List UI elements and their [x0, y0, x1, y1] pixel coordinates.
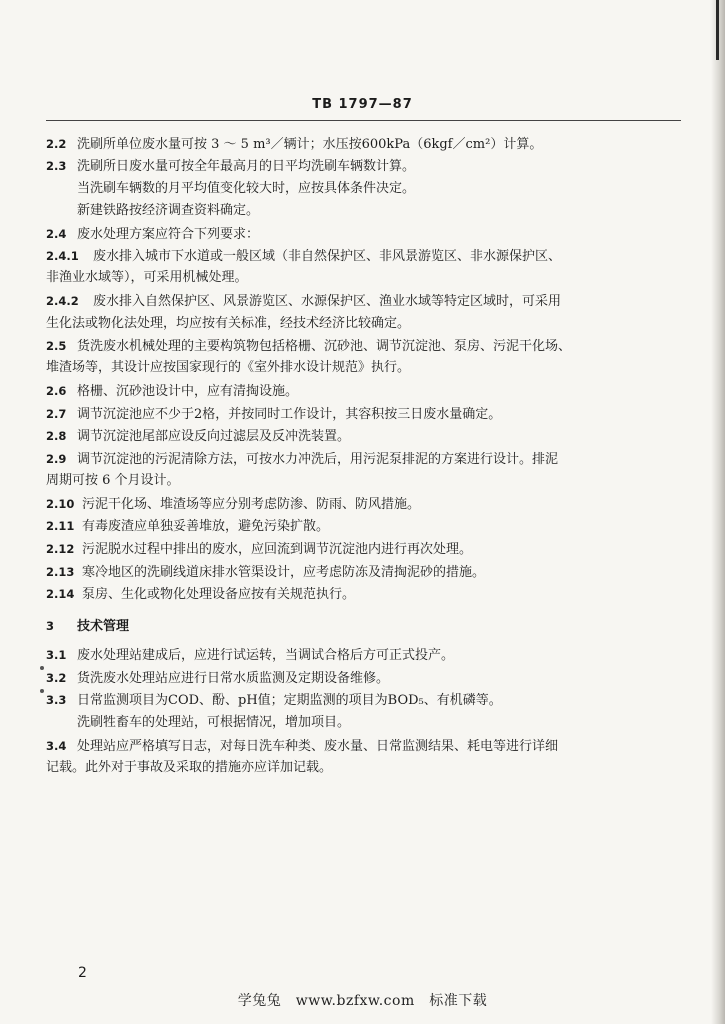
clause-line [46, 586, 686, 603]
clause-number: 2.9 [46, 452, 67, 466]
clause-number: 3.4 [46, 739, 67, 753]
clause-text: 寒冷地区的洗刷线道床排水管渠设计，应考虑防冻及清掏泥砂的措施。 [82, 565, 486, 580]
header-rule [46, 120, 681, 121]
clause-line [46, 158, 686, 175]
scan-edge-shadow [711, 0, 725, 1024]
clause-line [46, 738, 686, 755]
clause-text: 洗刷牲畜车的处理站，可根据情况，增加项目。 [77, 715, 351, 730]
clause-text: 生化法或物化法处理，均应按有关标准，经技术经济比较确定。 [46, 316, 411, 331]
clause-line [46, 428, 686, 445]
continuation-line [46, 473, 686, 489]
page-header: TB 1797—87 [312, 97, 413, 112]
clause-text: 泵房、生化或物化处理设备应按有关规范执行。 [82, 587, 356, 602]
clause-number: 2.8 [46, 429, 67, 443]
clause-number: 2.5 [46, 339, 67, 353]
clause-line [46, 564, 686, 581]
scan-edge-mark [716, 0, 719, 60]
clause-number: 3.3 [46, 693, 67, 707]
clause-text: 污泥脱水过程中排出的废水，应回流到调节沉淀池内进行再次处理。 [82, 542, 473, 557]
clause-number: 2.7 [46, 407, 67, 421]
clause-number: 2.2 [46, 137, 67, 151]
clause-number: 2.6 [46, 384, 67, 398]
clause-text: 调节沉淀池的污泥清除方法，可按水力冲洗后，用污泥泵排泥的方案进行设计。排泥 [77, 452, 559, 467]
section-title: 技术管理 [77, 619, 130, 634]
clause-text: 货洗废水处理站应进行日常水质监测及定期设备维修。 [77, 671, 390, 686]
clause-text: 废水处理方案应符合下列要求： [77, 227, 260, 242]
clause-line [46, 518, 686, 535]
continuation-line [46, 360, 686, 376]
clause-text: 新建铁路按经济调查资料确定。 [77, 203, 260, 218]
clause-number: 2.13 [46, 565, 75, 579]
clause-number: 2.14 [46, 587, 75, 601]
clause-line [46, 692, 686, 709]
footer-watermark: 学兔兔 www.bzfxw.com 标准下载 [237, 993, 488, 1009]
continuation-line [46, 760, 686, 776]
continuation-line [46, 316, 686, 332]
clause-text: 处理站应严格填写日志，对每日洗车种类、废水量、日常监测结果、耗电等进行详细 [77, 739, 559, 754]
clause-line [46, 136, 686, 153]
clause-number: 3.2 [46, 671, 67, 685]
clause-text: 废水处理站建成后，应进行试运转，当调试合格后方可正式投产。 [77, 648, 455, 663]
clause-text: 洗刷所单位废水量可按 3 ～ 5 m³／辆计；水压按600kPa（6kgf／cm²）计算。 [77, 137, 543, 152]
clause-text: 堆渣场等，其设计应按国家现行的《室外排水设计规范》执行。 [46, 360, 411, 375]
clause-text: 格栅、沉砂池设计中，应有清掏设施。 [77, 384, 299, 399]
clause-text: 洗刷所日废水量可按全年最高月的日平均洗刷车辆数计算。 [77, 159, 416, 174]
clause-number: 2.4.1 [46, 249, 79, 263]
clause-number: 2.4 [46, 227, 67, 241]
continuation-line [46, 181, 717, 197]
clause-text: 当洗刷车辆数的月平均值变化较大时，应按具体条件决定。 [77, 181, 416, 196]
clause-line [46, 248, 686, 265]
clause-line [46, 226, 686, 243]
clause-text: 非渔业水域等），可采用机械处理。 [46, 270, 248, 285]
clause-text: 废水排入城市下水道或一般区域（非自然保护区、非风景游览区、非水源保护区、 [93, 249, 562, 264]
clause-text: 记载。此外对于事故及采取的措施亦应详加记载。 [46, 760, 333, 775]
clause-line [46, 647, 686, 664]
clause-number: 2.3 [46, 159, 67, 173]
clause-text: 废水排入自然保护区、风景游览区、水源保护区、渔业水域等特定区域时，可采用 [93, 294, 562, 309]
clause-line [46, 670, 686, 687]
continuation-line [46, 203, 717, 219]
section-number: 3 [46, 619, 55, 633]
clause-number: 2.12 [46, 542, 75, 556]
clause-number: 2.10 [46, 497, 75, 511]
page-number: 2 [78, 965, 87, 981]
continuation-line [46, 715, 717, 731]
clause-number: 3.1 [46, 648, 67, 662]
section-heading [46, 618, 686, 635]
clause-text: 污泥干化场、堆渣场等应分别考虑防渗、防雨、防风措施。 [82, 497, 421, 512]
clause-line [46, 541, 686, 558]
margin-mark [40, 689, 44, 693]
clause-text: 日常监测项目为COD、酚、pH值；定期监测的项目为BOD₅、有机磷等。 [77, 693, 502, 708]
clause-line [46, 338, 686, 355]
clause-line [46, 406, 686, 423]
clause-text: 有毒废渣应单独妥善堆放，避免污染扩散。 [82, 519, 330, 534]
clause-line [46, 383, 686, 400]
clause-number: 2.4.2 [46, 294, 79, 308]
clause-text: 周期可按 6 个月设计。 [46, 473, 180, 488]
continuation-line [46, 270, 686, 286]
margin-mark [40, 666, 44, 670]
clause-text: 调节沉淀池尾部应设反向过滤层及反冲洗装置。 [77, 429, 351, 444]
clause-line [46, 451, 686, 468]
clause-number: 2.11 [46, 519, 75, 533]
clause-text: 货洗废水机械处理的主要构筑物包括格栅、沉砂池、调节沉淀池、泵房、污泥干化场、 [77, 339, 572, 354]
clause-text: 调节沉淀池应不少于2格，并按同时工作设计，其容积按三日废水量确定。 [77, 407, 502, 422]
clause-line [46, 496, 686, 513]
clause-line [46, 293, 686, 310]
